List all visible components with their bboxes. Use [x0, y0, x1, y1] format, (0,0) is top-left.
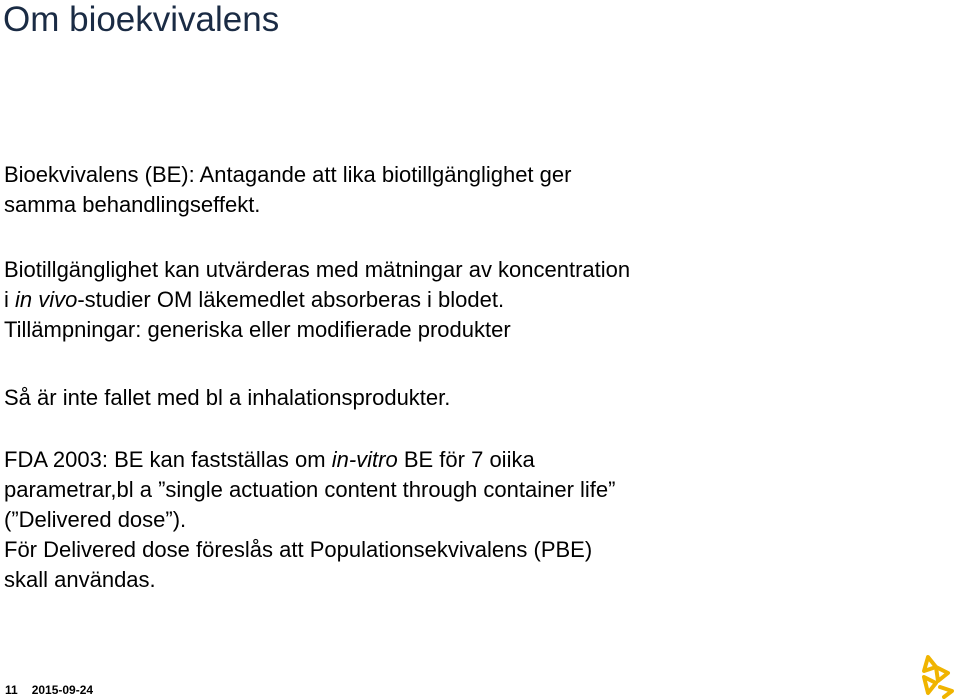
footer-date: 2015-09-24 [31, 683, 94, 697]
company-logo-icon [914, 651, 958, 699]
text-line: Bioekvivalens (BE): Antagande att lika biotillgänglighet ger [4, 162, 572, 187]
text-line: (”Delivered dose”). [4, 507, 187, 532]
paragraph-inhalation [4, 383, 450, 413]
text-line: i in vivo-studier OM läkemedlet absorberas i blodet. [4, 287, 505, 312]
paragraph-bioavailability [4, 255, 630, 345]
text-line: För Delivered dose föreslås att Populationsekvivalens (PBE) [4, 537, 593, 562]
text-line: Så är inte fallet med bl a inhalationsprodukter. [4, 385, 451, 410]
text-line: parametrar,bl a ”single actuation content through container life” [4, 477, 616, 502]
page-number: 11 [5, 683, 18, 697]
text-line: FDA 2003: BE kan fastställas om in-vitro BE för 7 oiika [4, 447, 535, 472]
in-vitro-emphasis: in-vitro [331, 447, 398, 472]
paragraph-bioequivalence-definition [4, 160, 571, 220]
slide-footer [5, 683, 93, 697]
text-line: Biotillgänglighet kan utvärderas med mätningar av koncentration [4, 257, 631, 282]
paragraph-fda-2003 [4, 445, 615, 595]
in-vivo-emphasis: in vivo [15, 287, 78, 312]
text-line: skall användas. [4, 567, 156, 592]
text-line: Tillämpningar: generiska eller modifierade produkter [4, 317, 511, 342]
slide-title: Om bioekvivalens [3, 0, 280, 39]
text-line: samma behandlingseffekt. [4, 192, 261, 217]
